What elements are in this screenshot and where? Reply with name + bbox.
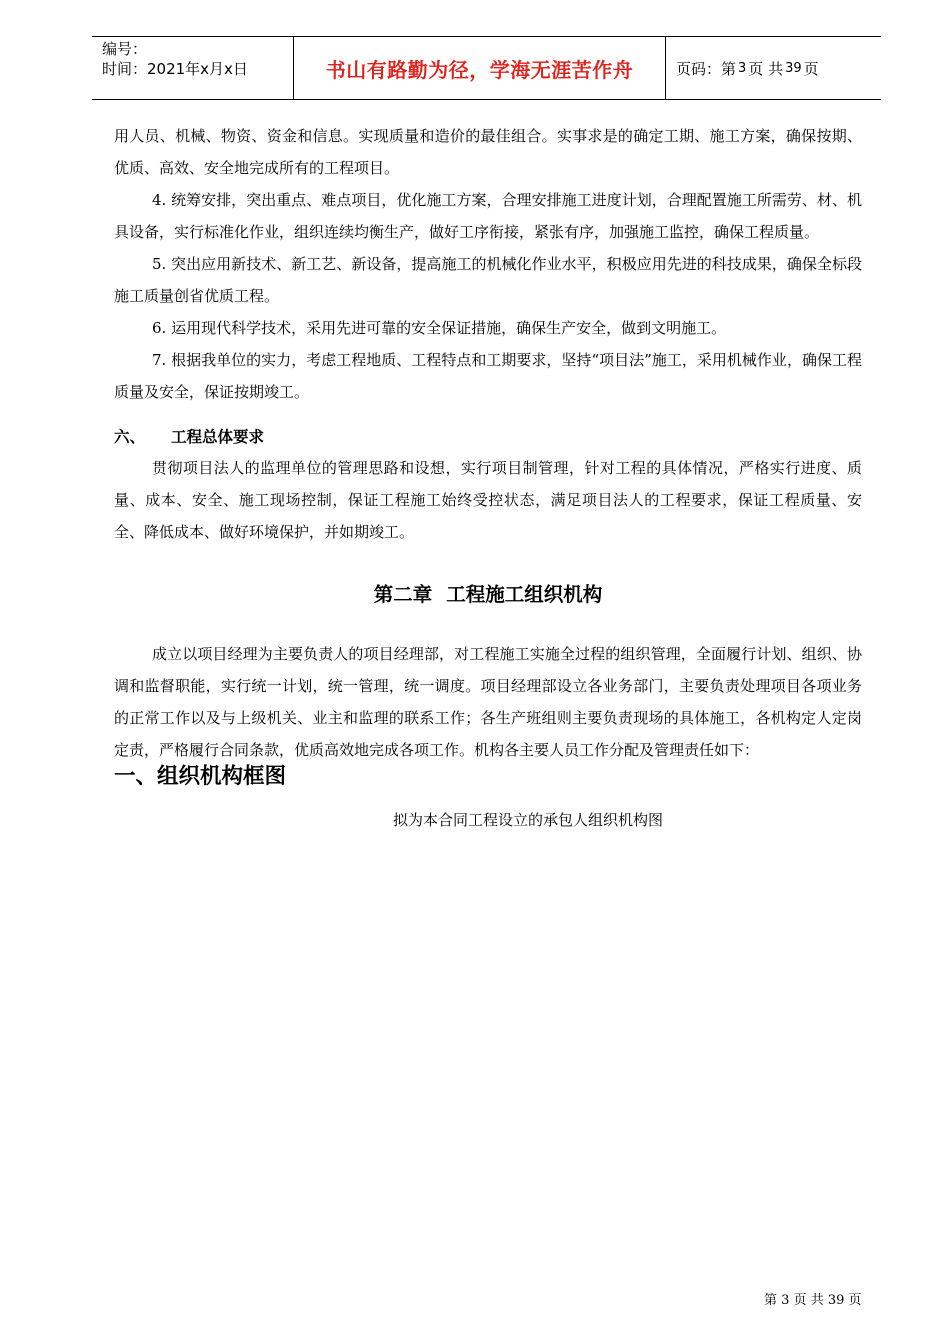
paragraph: 6. 运用现代科学技术，采用先进可靠的安全保证措施，确保生产安全，做到文明施工。 bbox=[152, 319, 727, 337]
time-label: 时间：2021年x月x日 bbox=[102, 60, 248, 78]
footer-suffix: 页 bbox=[848, 1293, 862, 1308]
paragraph: 7. 根据我单位的实力，考虑工程地质、工程特点和工期要求，坚持“项目法”施工，采用机械作业，确保工程质量及安全，保证按期竣工。 bbox=[114, 351, 862, 401]
page-suffix: 页 bbox=[803, 59, 819, 78]
page-footer bbox=[764, 1289, 862, 1308]
header-page-info bbox=[666, 37, 881, 99]
footer-mid: 页 共 bbox=[793, 1293, 824, 1308]
paragraph: 贯彻项目法人的监理单位的管理思路和设想，实行项目制管理，针对工程的具体情况，严格实行进度、质量、成本、安全、施工现场控制，保证工程施工始终受控状态，满足项目法人的工程要求，保证工程质量、安全、降低成本、做好环境保护，并如期竣工。 bbox=[114, 459, 862, 541]
page-prefix: 页码：第 bbox=[676, 59, 737, 78]
section-heading bbox=[114, 422, 862, 452]
chapter-title: 工程施工组织机构 bbox=[446, 583, 603, 606]
page-mid: 页 共 bbox=[748, 59, 784, 78]
paragraph: 5. 突出应用新技术、新工艺、新设备，提高施工的机械化作业水平，积极应用先进的科技成果，确保全标段施工质量创省优质工程。 bbox=[114, 255, 862, 305]
heading-org-chart: 一、组织机构框图 bbox=[114, 764, 287, 789]
header-meta bbox=[92, 37, 294, 99]
chapter-heading bbox=[114, 578, 862, 612]
footer-prefix: 第 bbox=[764, 1293, 778, 1308]
section-number: 六、 bbox=[114, 428, 146, 446]
header-motto: 书山有路勤为径，学海无涯苦作舟 bbox=[294, 37, 666, 99]
page-total: 39 bbox=[785, 60, 802, 76]
footer-current: 3 bbox=[781, 1293, 790, 1308]
document-body bbox=[114, 120, 862, 834]
paragraph: 成立以项目经理为主要负责人的项目经理部，对工程施工实施全过程的组织管理，全面履行计划、组织、协调和监督职能，实行统一计划，统一管理，统一调度。项目经理部设立各业务部门，主要负责处理项目各项业务的正常工作以及与上级机关、业主和监理的联系工作；各生产班组则主要负责现场的具体施工，各机构定人定岗定责，严格履行合同条款，优质高效地完成各项工作。机构各主要人员工作分配及管理责任如下： bbox=[114, 645, 862, 759]
page-header bbox=[92, 36, 881, 100]
page-current: 3 bbox=[738, 60, 747, 76]
footer-total: 39 bbox=[827, 1293, 845, 1308]
code-label: 编号： bbox=[102, 40, 148, 58]
paragraph: 4. 统筹安排，突出重点、难点项目，优化施工方案，合理安排施工进度计划，合理配置施工所需劳、材、机具设备，实行标准化作业，组织连续均衡生产，做好工序衔接，紧张有序，加强施工监控，确保工程质量。 bbox=[114, 191, 862, 241]
chapter-number: 第二章 bbox=[373, 583, 433, 606]
figure-caption: 拟为本合同工程设立的承包人组织机构图 bbox=[392, 811, 663, 829]
section-title: 工程总体要求 bbox=[171, 428, 265, 446]
paragraph: 用人员、机械、物资、资金和信息。实现质量和造价的最佳组合。实事求是的确定工期、施工方案，确保按期、优质、高效、安全地完成所有的工程项目。 bbox=[114, 127, 862, 177]
